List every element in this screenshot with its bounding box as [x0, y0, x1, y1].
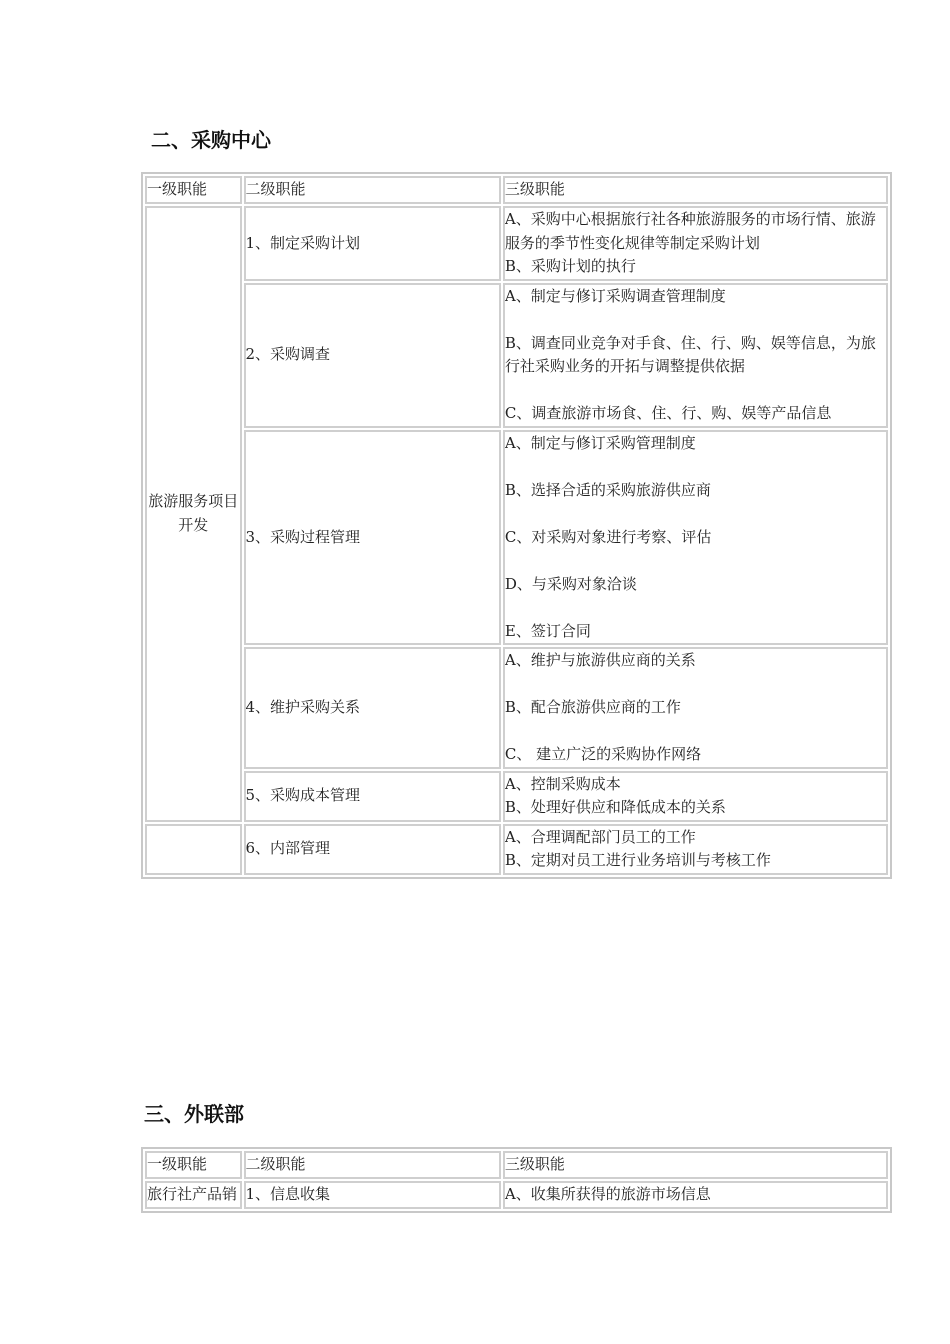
table-header-row: [145, 1151, 888, 1179]
level2-cell: 3、采购过程管理: [244, 430, 501, 646]
procurement-function-table: [141, 172, 892, 879]
level3-item: C、 建立广泛的采购协作网络: [504, 745, 702, 763]
table-header-row: [145, 176, 888, 204]
level3-item: C、对采购对象进行考察、评估: [504, 527, 712, 546]
level3-cell: [503, 206, 888, 281]
level2-cell: 1、制定采购计划: [244, 206, 501, 281]
level2-cell: 6、内部管理: [244, 824, 501, 875]
level3-item: E、签订合同: [504, 621, 591, 640]
level1-cell: 旅行社产品销: [145, 1181, 242, 1209]
level3-item: B、处理好供应和降低成本的关系: [504, 798, 726, 816]
level3-cell: [503, 771, 888, 822]
header-level2: 二级职能: [244, 176, 501, 204]
liaison-function-table: [141, 1147, 892, 1213]
spacer: [505, 720, 886, 744]
level3-item: B、定期对员工进行业务培训与考核工作: [504, 851, 771, 869]
level3-item: C、调查旅游市场食、住、行、购、娱等产品信息: [504, 404, 832, 422]
level3-item: B、调查同业竞争对手食、住、行、购、娱等信息，为旅行社采购业务的开拓与调整提供依据: [504, 333, 876, 375]
level3-item: B、选择合适的采购旅游供应商: [504, 480, 711, 499]
level3-item: A、合理调配部门员工的工作: [504, 827, 696, 846]
spacer: [505, 308, 886, 332]
section-2-title: 二、采购中心: [151, 128, 271, 152]
table-row: [145, 430, 888, 646]
level2-cell: 2、采购调查: [244, 283, 501, 428]
header-level1: 一级职能: [145, 1151, 242, 1179]
level2-cell: 5、采购成本管理: [244, 771, 501, 822]
level1-cell-empty: [145, 824, 242, 875]
level1-cell: 旅游服务项目开发: [145, 206, 242, 822]
table-row: [145, 647, 888, 769]
table-row: [145, 824, 888, 875]
level3-cell: [503, 283, 888, 428]
table-row: [145, 771, 888, 822]
level2-cell: 4、维护采购关系: [244, 647, 501, 769]
level3-item: B、配合旅游供应商的工作: [504, 698, 681, 716]
table-row: [145, 206, 888, 281]
level3-item: A、制定与修订采购调查管理制度: [504, 286, 726, 305]
level3-cell: A、收集所获得的旅游市场信息: [503, 1181, 888, 1209]
header-level2: 二级职能: [244, 1151, 501, 1179]
spacer: [505, 596, 886, 620]
level2-cell: 1、信息收集: [244, 1181, 501, 1209]
level3-cell: [503, 647, 888, 769]
level3-cell: [503, 430, 888, 646]
spacer: [505, 379, 886, 403]
header-level1: 一级职能: [145, 176, 242, 204]
level3-item: A、采购中心根据旅行社各种旅游服务的市场行情、旅游服务的季节性变化规律等制定采购计划: [504, 210, 876, 252]
header-level3: 三级职能: [503, 1151, 888, 1179]
spacer: [505, 673, 886, 697]
table-row: [145, 1181, 888, 1209]
spacer: [505, 455, 886, 479]
spacer: [505, 502, 886, 526]
spacer: [505, 549, 886, 573]
level3-cell: [503, 824, 888, 875]
table-row: [145, 283, 888, 428]
level3-item: A、控制采购成本: [504, 774, 621, 793]
level3-item: A、维护与旅游供应商的关系: [504, 651, 696, 669]
level3-item: D、与采购对象洽谈: [504, 574, 637, 593]
level3-item: A、制定与修订采购管理制度: [504, 433, 696, 452]
section-3-title: 三、外联部: [144, 1102, 244, 1126]
header-level3: 三级职能: [503, 176, 888, 204]
level3-item: B、采购计划的执行: [504, 257, 636, 275]
